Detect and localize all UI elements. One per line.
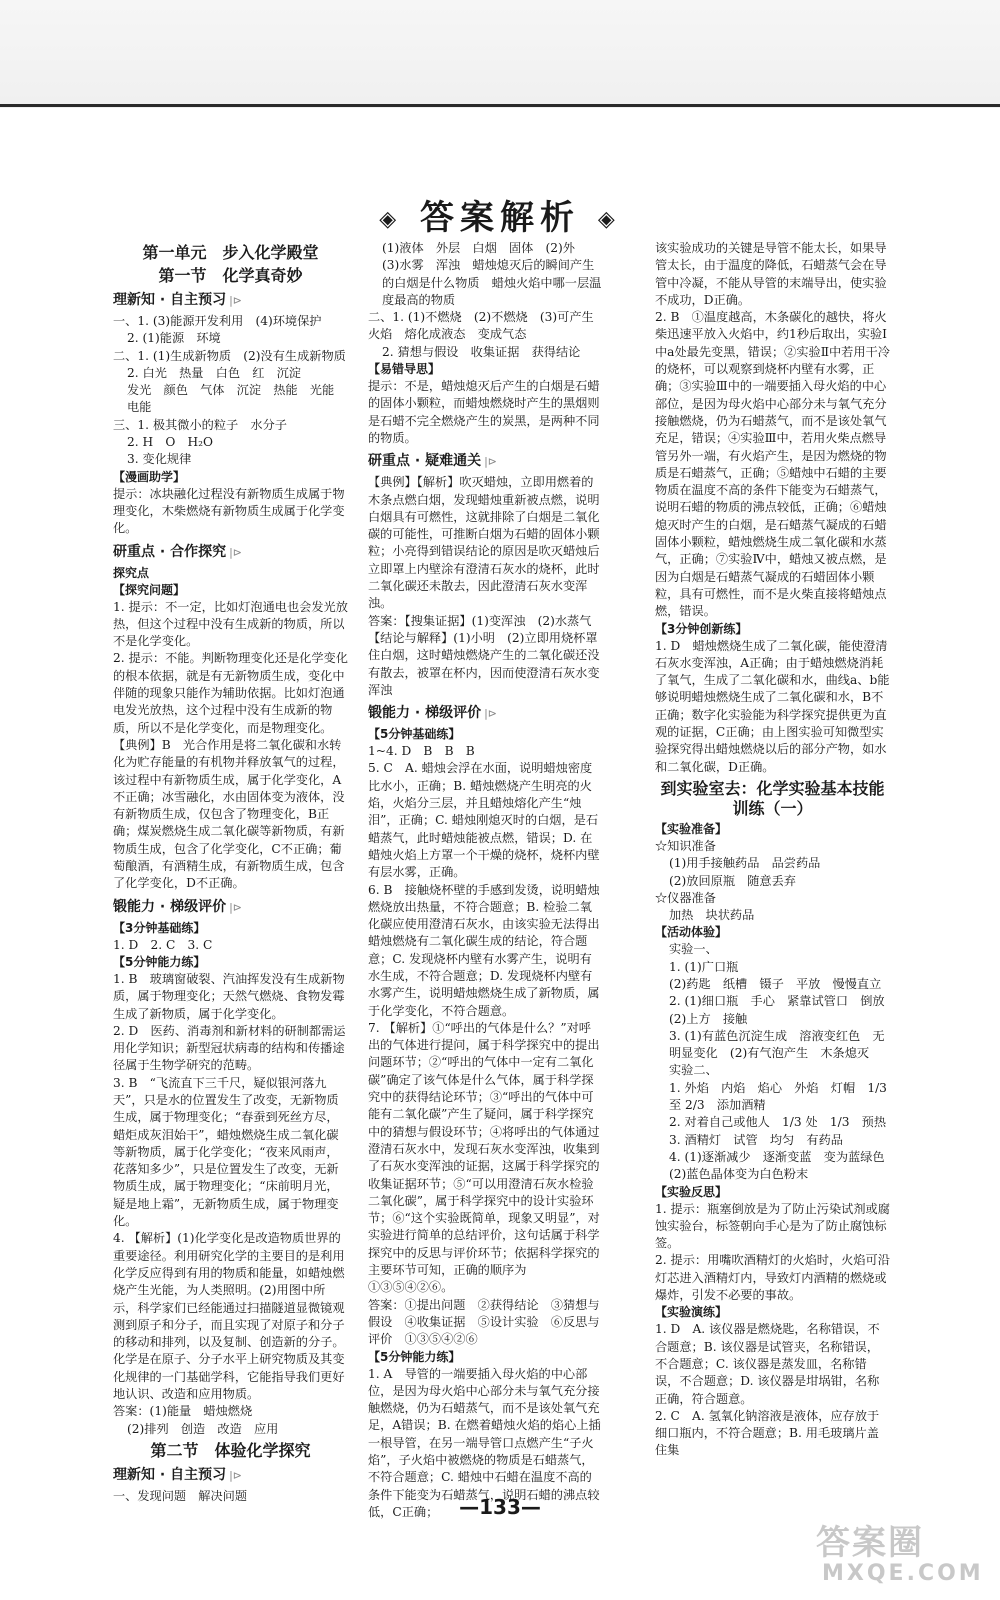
answer-text: 2. (1)细口瓶 手心 紧靠试管口 倒放 [669, 994, 885, 1009]
block-label: 【5分钟能力练】 [368, 1349, 461, 1364]
answer-text: 答案：【搜集证据】(1)变浑浊 (2)水蒸气 [368, 613, 592, 628]
answer-text: 1. B 玻璃窗破裂、汽油挥发没有生成新物质，属于物理变化；天然气燃烧、食物发霉生成了新物质，属于化学变化。 [113, 971, 345, 1021]
answer-text: 2. H O H₂O [127, 435, 214, 450]
answer-text: 2. D 医药、消毒剂和新材料的研制都需运用化学知识；新型冠状病毒的结构和传播途径属于生物学研究的范畴。 [113, 1023, 346, 1073]
block-label: 【实验反思】 [655, 1184, 728, 1199]
block-label: 【3分钟基础练】 [113, 920, 206, 935]
answer-text: 2. (1)能源 环境 [127, 331, 221, 346]
answer-text: 实验一、 [669, 942, 718, 957]
subsection-heading: 理新知 · 自主预习 |⊳ [113, 1466, 243, 1483]
answer-column-1 [113, 240, 348, 1540]
section-heading: 到实验室去：化学实验基本技能训练（一） [660, 778, 885, 818]
arrow-marker-icon: |⊳ [229, 900, 243, 914]
answer-text: (2)蓝色晶体变为白色粉末 [669, 1167, 809, 1182]
diamond-ornament-icon: ◈ [379, 207, 403, 232]
page-title [0, 190, 1000, 239]
answer-text: 一、1. (3)能源开发利用 (4)环境保护 [113, 314, 322, 328]
answer-column-3 [655, 240, 890, 1540]
answer-text: 实验二、 [669, 1063, 718, 1078]
answer-text: 2. C A. 氢氧化钠溶液是液体，应存放于细口瓶内，不符合题意；B. 用毛玻璃片盖住集 [655, 1408, 880, 1458]
answer-text: 1. A 导管的一端要插入母火焰的中心部位，是因为母火焰中心部分未与氧气充分接触燃烧，仍为石蜡蒸气，而不是该处氧气充足，A错误；B. 在燃着蜡烛火焰的焰心上插一根导管，在另一端导管口点燃产生“子火焰”，子火焰中被燃烧的物质是石蜡蒸气，不符合题意；C. 蜡烛中石蜡在温度不高的条件下能变为石蜡蒸气，说明石蜡的沸点较低，C正确； [368, 1366, 601, 1519]
answer-text: (2)放回原瓶 随意丢弃 [669, 873, 796, 888]
watermark-text: 答案圈 [816, 1523, 924, 1563]
arrow-marker-icon: |⊳ [229, 294, 243, 307]
block-label: 【活动体验】 [655, 925, 728, 940]
answer-text: 2. B ①温度越高，木条碳化的越快，将火柴迅速平放入火焰中，约1秒后取出，实验Ⅰ中a处最先变黑，错误；②实验Ⅱ中若用干冷的烧杯，可以观察到烧杯内壁有水雾，正确；③实验Ⅲ中的一端要插入母火焰的中心部位，是因为母火焰中心部分未与氧气充分接触燃烧，仍为石蜡蒸气，而不是该处氧气充足，错误；④实验Ⅲ中，若用火柴点燃导管另外一端，有火焰产生，是因为燃烧的物质是石蜡蒸气，正确；⑤蜡烛中石蜡的主要物质在温度不高的条件下能变为石蜡蒸气，说明石蜡的物质的沸点较低，正确；⑥蜡烛熄灭时产生的白烟，是石蜡蒸气凝成的石蜡固体小颗粒，蜡烛燃烧生成二氧化碳和水蒸气，正确；⑦实验Ⅳ中，蜡烛又被点燃，是因为白烟是石蜡蒸气凝成的石蜡固体小颗粒，具有可燃性，而不是火柴直接将蜡烛点燃，错误。 [655, 310, 890, 619]
answer-text: 3. 变化规律 [127, 452, 192, 467]
answer-column-2 [368, 240, 603, 1540]
watermark-url: MXQE.COM [822, 1561, 984, 1586]
block-label: 【探究问题】 [113, 582, 186, 597]
subsection-heading: 理新知 · 自主预习 |⊳ [113, 292, 243, 308]
answer-text: 3. 酒精灯 试管 均匀 有药品 [669, 1132, 843, 1147]
answer-text: 发光 颜色 气体 沉淀 热能 光能 [127, 383, 335, 398]
answer-text: 2. 提示：不能。判断物理变化还是化学变化的根本依据，就是有无新物质生成，变化中伴随的现象只能作为辅助依据。比如灯泡通电发光放热，这个过程中没有生成新的物质，所以不是化学变化，而是物理变化。 [113, 651, 348, 735]
answer-text: 7. 【解析】①“呼出的气体是什么？”对呼出的气体进行提问，属于科学探究中的提出问题环节；②“呼出的气体中一定有二氧化碳”确定了该气体是什么气体，属于科学探究中的获得结论环节；③“呼出的气体中可能有二氧化碳”产生了疑问，属于科学探究中的猜想与假设环节；④将呼出的气体通过澄清石灰水中，发现石灰水变浑浊，收集到了石灰水变浑浊的证据，这属于科学探究的收集证据环节；⑤“可以用澄清石灰水检验二氧化碳”，属于科学探究中的设计实验环节；⑥“这个实验既简单，现象又明显”，对实验进行简单的总结评价，这句话属于科学探究中的反思与评价环节；依据科学探究的主要环节可知，正确的顺序为①③⑤④②⑥。 [368, 1020, 600, 1295]
answer-text: 4. (1)逐渐减少 逐渐变蓝 变为蓝绿色 [669, 1149, 885, 1164]
section-heading: 第一节 化学真奇妙 [158, 266, 303, 285]
header-rule [0, 104, 1000, 107]
answer-text: 答案：①提出问题 ②获得结论 ③猜想与假设 ④收集证据 ⑤设计实验 ⑥反思与评价 ①③⑤④②⑥ [368, 1297, 600, 1347]
answer-text: 1. (1)广口瓶 [669, 959, 739, 974]
answer-text: 二、1. (1)生成新物质 (2)没有生成新物质 [113, 348, 346, 363]
arrow-marker-icon: |⊳ [229, 545, 243, 559]
answer-text: 2. 猜想与假设 收集证据 获得结论 [382, 344, 581, 359]
block-label: 【3分钟创新练】 [655, 621, 748, 636]
answer-text: 2. 白光 热量 白色 红 沉淀 [127, 365, 301, 380]
answer-text: ☆仪器准备 [655, 890, 716, 905]
answer-text: 1. D 蜡烛燃烧生成了二氧化碳，能使澄清石灰水变浑浊，A正确；由于蜡烛燃烧消耗了氧气，生成了二氧化碳和水，曲线a、b能够说明蜡烛燃烧生成了二氧化碳和水，B不正确；数字化实验能为科学探究提供更为直观的证据，C正确；由上图实验可知微型实验探究得出蜡烛燃烧以后的部分产物，如水和二氧化碳，D正确。 [655, 638, 890, 774]
arrow-marker-icon: |⊳ [484, 707, 498, 721]
block-label: 【易错导思】 [368, 362, 441, 377]
answer-text: (2)排列 创造 改造 应用 [127, 1421, 279, 1436]
answer-text: 1. 外焰 内焰 焰心 外焰 灯帽 1/3 至 2/3 添加酒精 [669, 1080, 887, 1113]
watermark-logo [808, 1515, 984, 1590]
answer-text: 答案：(1)能量 蜡烛燃烧 [113, 1404, 253, 1419]
answer-text: 4. 【解析】(1)化学变化是改造物质世界的重要途径。利用研究化学的主要目的是利用化学反应得到有用的物质和能量，如蜡烛燃烧产生光能，为人类照明。(2)用图中所示，科学家们已经能通过扫描隧道显微镜观测到原子和分子，而且实现了对原子和分子的移动和排列，以及复制、创造新的分子。化学是在原子、分子水平上研究物质及其变化规律的一门基础学科，它能指导我们更好地认识、改造和应用物质。 [113, 1231, 345, 1402]
answer-text: 2. 对着自己或他人 1/3 处 1/3 预热 [669, 1115, 887, 1130]
block-label: 【实验准备】 [655, 821, 728, 836]
answer-text: 提示：不是，蜡烛熄灭后产生的白烟是石蜡的固体小颗粒，而蜡烛燃烧时产生的黑烟则是石蜡不完全燃烧产生的炭黑，是两种不同的物质。 [368, 379, 600, 445]
arrow-marker-icon: |⊳ [484, 455, 498, 469]
answer-text: 3. B “飞流直下三千尺，疑似银河落九天”，只是水的位置发生了改变，无新物质生成，属于物理变化；“春蚕到死丝方尽，蜡炬成灰泪始干”，蜡烛燃烧生成二氧化碳等新物质，属于化学变化；“夜来风雨声，花落知多少”，只是位置发生了改变，无新物质生成，属于物理变化；“床前明月光，疑是地上霜”，无新物质生成，属于物理变化。 [113, 1075, 339, 1229]
answer-text: 1. 提示：不一定，比如灯泡通电也会发光放热，但这个过程中没有生成新的物质，所以不是化学变化。 [113, 599, 348, 649]
arrow-marker-icon: |⊳ [229, 1468, 243, 1482]
answer-text: 一、发现问题 解决问题 [113, 1488, 248, 1503]
block-label: 探究点 [113, 565, 150, 580]
block-label: 【5分钟基础练】 [368, 727, 461, 742]
page-title-text: 答案解析 [420, 198, 580, 238]
block-label: 【5分钟能力练】 [113, 954, 206, 969]
answer-text: (2)药匙 纸槽 镊子 平放 慢慢直立 [669, 976, 882, 991]
subsection-heading: 研重点 · 疑难通关 |⊳ [368, 453, 498, 470]
answer-text: (1)液体 外层 白烟 固体 (2)外 [382, 241, 575, 255]
page-number: —133— [459, 1495, 541, 1519]
answer-text: 提示：冰块融化过程没有新物质生成属于物理变化，木柴燃烧有新物质生成属于化学变化。 [113, 486, 345, 536]
answer-text: 该实验成功的关键是导管不能太长，如果导管太长，由于温度的降低，石蜡蒸气会在导管中冷凝，不能从导管的末端导出，使实验不成功，D正确。 [655, 241, 887, 307]
answer-text: ☆知识准备 [655, 838, 716, 853]
subsection-heading: 研重点 · 合作探究 |⊳ [113, 543, 243, 560]
answer-text: 1~4. D B B B [368, 744, 475, 759]
answer-text: 5. C A. 蜡烛会浮在水面，说明蜡烛密度比水小，正确；B. 蜡烛燃烧产生明亮的火焰，火焰分三层，并且蜡烛熔化产生“烛泪”，正确；C. 蜡烛刚熄灭时的白烟，是石蜡蒸气，此时蜡烛能被点燃，错误；D. 在蜡烛火焰上方罩一个干燥的烧杯，烧杯内壁有层水雾，正确。 [368, 761, 600, 880]
answer-text: 3. (1)有蓝色沉淀生成 溶液变红色 无明显变化 (2)有气泡产生 木条熄灭 [669, 1028, 885, 1061]
answer-text: 2. 提示：用嘴吹酒精灯的火焰时，火焰可沿灯芯进入酒精灯内，导致灯内酒精的燃烧或爆炸，引发不必要的事故。 [655, 1253, 890, 1303]
answer-text: 【结论与解释】(1)小明 (2)立即用烧杯罩住白烟，这时蜡烛燃烧产生的二氧化碳还没有散去，被罩在杯内，因而使澄清石灰水变浑浊 [368, 630, 600, 697]
diamond-ornament-icon: ◈ [597, 207, 621, 232]
answer-text: 1. 提示：瓶塞倒放是为了防止污染试剂或腐蚀实验台，标签朝向手心是为了防止腐蚀标签。 [655, 1201, 890, 1251]
answer-text: 【典例】B 光合作用是将二氧化碳和水转化为贮存能量的有机物并释放氧气的过程，该过程中有新物质生成，属于化学变化，A不正确；冰雪融化，水由固体变为液体，没有新物质生成，仅包含了物理变化，B正确；煤炭燃烧生成二氧化碳等新物质，有新物质生成，包含了化学变化，C不正确；葡萄酿酒，有酒精生成，有新物质生成，包含了化学变化，D不正确。 [113, 737, 345, 891]
scan-top-band [0, 0, 1000, 108]
answer-text: 6. B 接触烧杯壁的手感到发烫，说明蜡烛燃烧放出热量，不符合题意；B. 检验二氧化碳应使用澄清石灰水，由该实验无法得出蜡烛燃烧有二氧化碳生成的结论，符合题意；C. 发现烧杯内壁有水雾产生，说明有水生成，不符合题意；D. 发现烧杯内壁有水雾产生，说明蜡烛燃烧生成了新物质，属于化学变化，不符合题意。 [368, 882, 600, 1018]
answer-text: (1)用手接触药品 品尝药品 [669, 856, 821, 871]
answer-text: 【典例】【解析】吹灭蜡烛，立即用燃着的木条点燃白烟，发现蜡烛重新被点燃，说明白烟具有可燃性，这就排除了白烟是二氧化碳的可能性，可推断白烟为石蜡的固体小颗粒；小亮得到错误结论的原因是吹灭蜡烛后立即罩上内壁涂有澄清石灰水的烧杯，此时二氧化碳还未散去，因此澄清石灰水变浑浊。 [368, 475, 600, 611]
section-heading: 第一单元 步入化学殿堂 [142, 243, 319, 262]
block-label: 【实验演练】 [655, 1305, 728, 1320]
block-label: 【漫画助学】 [113, 469, 186, 484]
answer-text: 加热 块状药品 [669, 908, 755, 923]
answer-text: 1. D 2. C 3. C [113, 937, 213, 952]
answer-text: (2)上方 接触 [669, 1011, 748, 1026]
answer-text: 1. D A. 该仪器是燃烧匙，名称错误，不合题意；B. 该仪器是试管夹，名称错误，不合题意；C. 该仪器是蒸发皿，名称错误，不合题意；D. 该仪器是坩埚钳，名称正确，符合题意。 [655, 1322, 880, 1406]
answer-text: 电能 [127, 400, 152, 415]
answer-text: (3)水雾 浑浊 蜡烛熄灭后的瞬间产生的白烟是什么物质 蜡烛火焰中哪一层温度最高的物质 [382, 258, 602, 307]
answer-text: 二、1. (1)不燃烧 (2)不燃烧 (3)可产生火焰 熔化成液态 变成气态 [368, 310, 594, 342]
answer-text: 三、1. 极其微小的粒子 水分子 [113, 417, 287, 432]
section-heading: 第二节 体验化学探究 [150, 1440, 311, 1460]
subsection-heading: 锻能力 · 梯级评价 |⊳ [368, 705, 498, 722]
subsection-heading: 锻能力 · 梯级评价 |⊳ [113, 898, 243, 915]
